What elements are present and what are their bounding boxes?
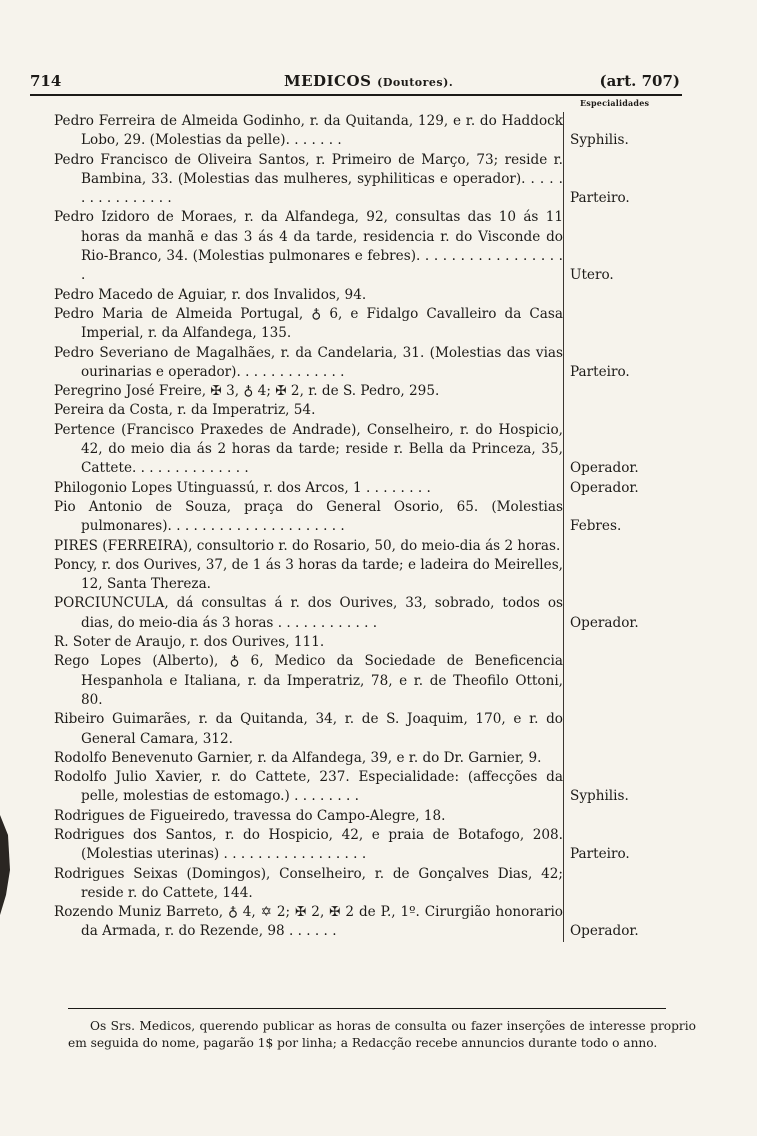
directory-entry: [54, 479, 694, 498]
page-title: [284, 72, 453, 90]
entry-text: Rodrigues Seixas (Domingos), Conselheiro, r. de Gonçalves Dias, 42; reside r. do Cattete, 144.: [54, 865, 564, 904]
directory-entry: [54, 652, 694, 710]
directory-entry: [54, 305, 694, 344]
entry-text: R. Soter de Araujo, r. dos Ourives, 111.: [54, 633, 564, 652]
entry-text: Rodolfo Benevenuto Garnier, r. da Alfandega, 39, e r. do Dr. Garnier, 9.: [54, 749, 564, 768]
directory-entry: [54, 826, 694, 865]
directory-entry: [54, 112, 694, 151]
directory-entry: [54, 498, 694, 537]
entry-specialty: Operador.: [570, 479, 639, 496]
entry-specialty: Operador.: [570, 923, 639, 940]
header-rule: [30, 94, 682, 96]
page-header: [30, 72, 680, 96]
directory-entry: [54, 710, 694, 749]
entry-text: PORCIUNCULA, dá consultas á r. dos Ourives, 33, sobrado, todos os dias, do meio-dia ás 3 horas . . . . . . . . . . . .: [54, 594, 564, 633]
entry-text: Pereira da Costa, r. da Imperatriz, 54.: [54, 401, 564, 420]
entry-specialty: Syphilis.: [570, 788, 629, 805]
entry-text: Rodrigues de Figueiredo, travessa do Campo-Alegre, 18.: [54, 807, 564, 826]
title-main: MEDICOS: [284, 72, 372, 90]
entry-text: Pedro Francisco de Oliveira Santos, r. Primeiro de Março, 73; reside r. Bambina, 33. (Molestias das mulheres, syphiliticas e operador). . . . . . . . . . . . . . . .: [54, 151, 564, 209]
entry-text: PIRES (FERREIRA), consultorio r. do Rosario, 50, do meio-dia ás 2 horas.: [54, 537, 564, 556]
directory-entry: [54, 151, 694, 209]
directory-entry: [54, 382, 694, 401]
entry-text: Poncy, r. dos Ourives, 37, de 1 ás 3 horas da tarde; e ladeira do Meirelles, 12, Santa Thereza.: [54, 556, 564, 595]
footnote: Os Srs. Medicos, querendo publicar as horas de consulta ou fazer inserções de interesse proprio em seguida do nome, pagarão 1$ por linha; a Redacção recebe annuncios durante todo o anno.: [68, 1019, 696, 1050]
directory-entry: [54, 807, 694, 826]
entry-text: Pio Antonio de Souza, praça do General Osorio, 65. (Molestias pulmonares). . . . . . . . . . . . . . . . . . . . .: [54, 498, 564, 537]
entry-specialty: Parteiro.: [570, 190, 630, 207]
entry-specialty: Parteiro.: [570, 363, 630, 380]
entry-specialty: Utero.: [570, 267, 614, 284]
entry-text: Pedro Severiano de Magalhães, r. da Candelaria, 31. (Molestias das vias ourinarias e operador). . . . . . . . . . . . .: [54, 344, 564, 383]
entry-specialty: Febres.: [570, 518, 622, 535]
footnote-rule: [68, 1008, 666, 1009]
entry-specialty: Operador.: [570, 614, 639, 631]
directory-entry: [54, 286, 694, 305]
entry-text: Pertence (Francisco Praxedes de Andrade), Conselheiro, r. do Hospicio, 42, do meio dia ás 2 horas da tarde; reside r. Bella da Princeza, 35, Cattete. . . . . . . . . . . . . .: [54, 421, 564, 479]
entry-text: Pedro Macedo de Aguiar, r. dos Invalidos, 94.: [54, 286, 564, 305]
entry-text: Rozendo Muniz Barreto, ♁ 4, ✡ 2; ✠ 2, ✠ 2 de P., 1º. Cirurgião honorario da Armada, r. do Rezende, 98 . . . . . .: [54, 903, 564, 942]
directory-entry: [54, 401, 694, 420]
entry-text: Pedro Izidoro de Moraes, r. da Alfandega, 92, consultas das 10 ás 11 horas da manhã e das 3 ás 4 da tarde, residencia r. do Visconde do Rio-Branco, 34. (Molestias pulmonares e febres). . . . . . . . . . . . . . . . . .: [54, 208, 564, 285]
title-subtitle: (Doutores).: [377, 76, 454, 89]
entry-specialty: Parteiro.: [570, 846, 630, 863]
entry-text: Rego Lopes (Alberto), ♁ 6, Medico da Sociedade de Beneficencia Hespanhola e Italiana, r. da Imperatriz, 78, e r. de Theofilo Ottoni, 80.: [54, 652, 564, 710]
entry-text: Pedro Ferreira de Almeida Godinho, r. da Quitanda, 129, e r. do Haddock Lobo, 29. (Molestias da pelle). . . . . . .: [54, 112, 564, 151]
directory-entry: [54, 749, 694, 768]
directory-entry: [54, 594, 694, 633]
directory-list: [54, 112, 694, 942]
directory-entry: [54, 556, 694, 595]
directory-entry: [54, 421, 694, 479]
page-number: 714: [30, 72, 62, 90]
directory-entry: [54, 208, 694, 285]
directory-entry: [54, 633, 694, 652]
binding-mark: [0, 815, 12, 915]
article-reference: (art. 707): [599, 72, 680, 90]
entry-text: Peregrino José Freire, ✠ 3, ♁ 4; ✠ 2, r. de S. Pedro, 295.: [54, 382, 564, 401]
entry-text: Pedro Maria de Almeida Portugal, ♁ 6, e Fidalgo Cavalleiro da Casa Imperial, r. da Alfandega, 135.: [54, 305, 564, 344]
directory-entry: [54, 865, 694, 904]
directory-entry: [54, 768, 694, 807]
entry-text: Philogonio Lopes Utinguassú, r. dos Arcos, 1 . . . . . . . .: [54, 479, 564, 498]
entry-text: Rodolfo Julio Xavier, r. do Cattete, 237. Especialidade: (affecções da pelle, molestias de estomago.) . . . . . . . .: [54, 768, 564, 807]
column-header-specialties: Especialidades: [580, 98, 650, 108]
entry-text: Ribeiro Guimarães, r. da Quitanda, 34, r. de S. Joaquim, 170, e r. do General Camara, 312.: [54, 710, 564, 749]
entry-text: Rodrigues dos Santos, r. do Hospicio, 42, e praia de Botafogo, 208. (Molestias uterinas) . . . . . . . . . . . . . . . . .: [54, 826, 564, 865]
entry-specialty: Syphilis.: [570, 132, 629, 149]
directory-entry: [54, 344, 694, 383]
directory-entry: [54, 537, 694, 556]
entry-specialty: Operador.: [570, 460, 639, 477]
directory-entry: [54, 903, 694, 942]
